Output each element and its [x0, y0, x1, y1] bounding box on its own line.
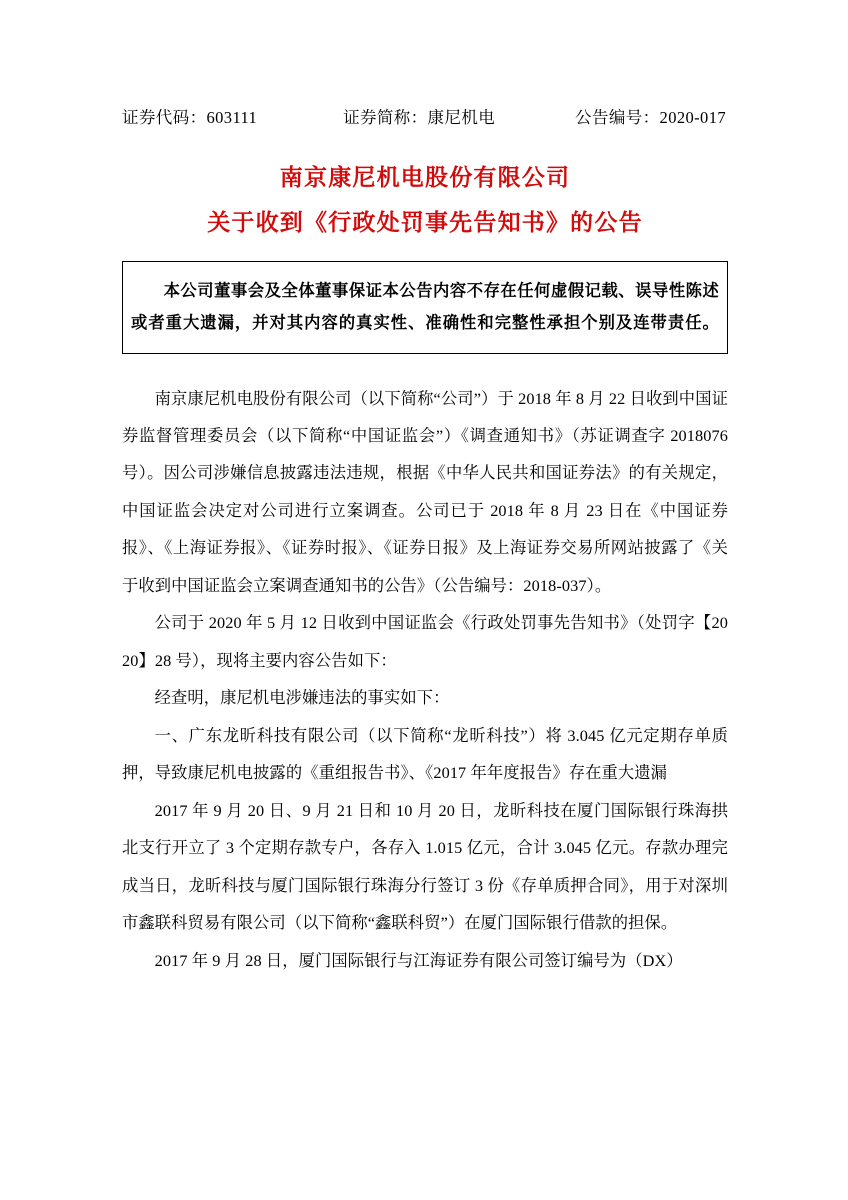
- company-name-title: 南京康尼机电股份有限公司: [279, 165, 571, 190]
- page-content: [122, 104, 728, 979]
- paragraph-penalty-notice: 公司于 2020 年 5 月 12 日收到中国证监会《行政处罚事先告知书》（处罚字【2020】28 号），现将主要内容公告如下：: [122, 613, 728, 670]
- paragraph-contract-dx: 2017 年 9 月 28 日，厦门国际银行与江海证券有限公司签订编号为（DX）: [154, 950, 683, 970]
- announcement-subject-title: 关于收到《行政处罚事先告知书》的公告: [207, 210, 643, 235]
- paragraph-item-one: 一、广东龙昕科技有限公司（以下简称“龙昕科技”）将 3.045 亿元定期存单质押，导致康尼机电披露的《重组报告书》、《2017 年年度报告》存在重大遗漏: [122, 725, 728, 783]
- document-title-block: [122, 166, 728, 234]
- paragraph-deposit-detail: 2017 年 9 月 20 日、9 月 21 日和 10 月 20 日，龙昕科技在厦门国际银行珠海拱北支行开立了 3 个定期存款专户，各存入 1.015 亿元，合计 3.045 亿元。存款办理完成当日，龙昕科技与厦门国际银行珠海分行签订 3 份《存单质押合同》，用于对深圳市鑫联科贸易有限公司（以下简称“鑫联科贸”）在厦门国际银行借款的担保。: [122, 800, 728, 933]
- board-statement-text: 本公司董事会及全体董事保证本公告内容不存在任何虚假记载、误导性陈述或者重大遗漏，并对其内容的真实性、准确性和完整性承担个别及连带责任。: [131, 281, 719, 332]
- document-body: [122, 380, 728, 980]
- paragraph-findings-intro: 经查明，康尼机电涉嫌违法的事实如下：: [154, 688, 450, 708]
- security-code: 证券代码：603111: [122, 108, 258, 127]
- security-abbreviation: 证券简称：康尼机电: [343, 108, 496, 127]
- announcement-number: 公告编号：2020-017: [575, 108, 726, 127]
- paragraph-investigation-notice: 南京康尼机电股份有限公司（以下简称“公司”）于 2018 年 8 月 22 日收到中国证券监督管理委员会（以下简称“中国证监会”）《调查通知书》（苏证调查字 2018076 号）。因公司涉嫌信息披露违法违规，根据《中华人民共和国证券法》的有关规定，中国证监会决定对公司进行立案调查。公司已于 2018 年 8 月 23 日在《中国证券报》、《上海证券报》、《证券时报》、《证券日报》及上海证券交易所网站披露了《关于收到中国证监会立案调查通知书的公告》（公告编号：2018-037）。: [122, 388, 728, 595]
- document-header-row: [122, 104, 728, 128]
- board-statement-box: [122, 261, 728, 354]
